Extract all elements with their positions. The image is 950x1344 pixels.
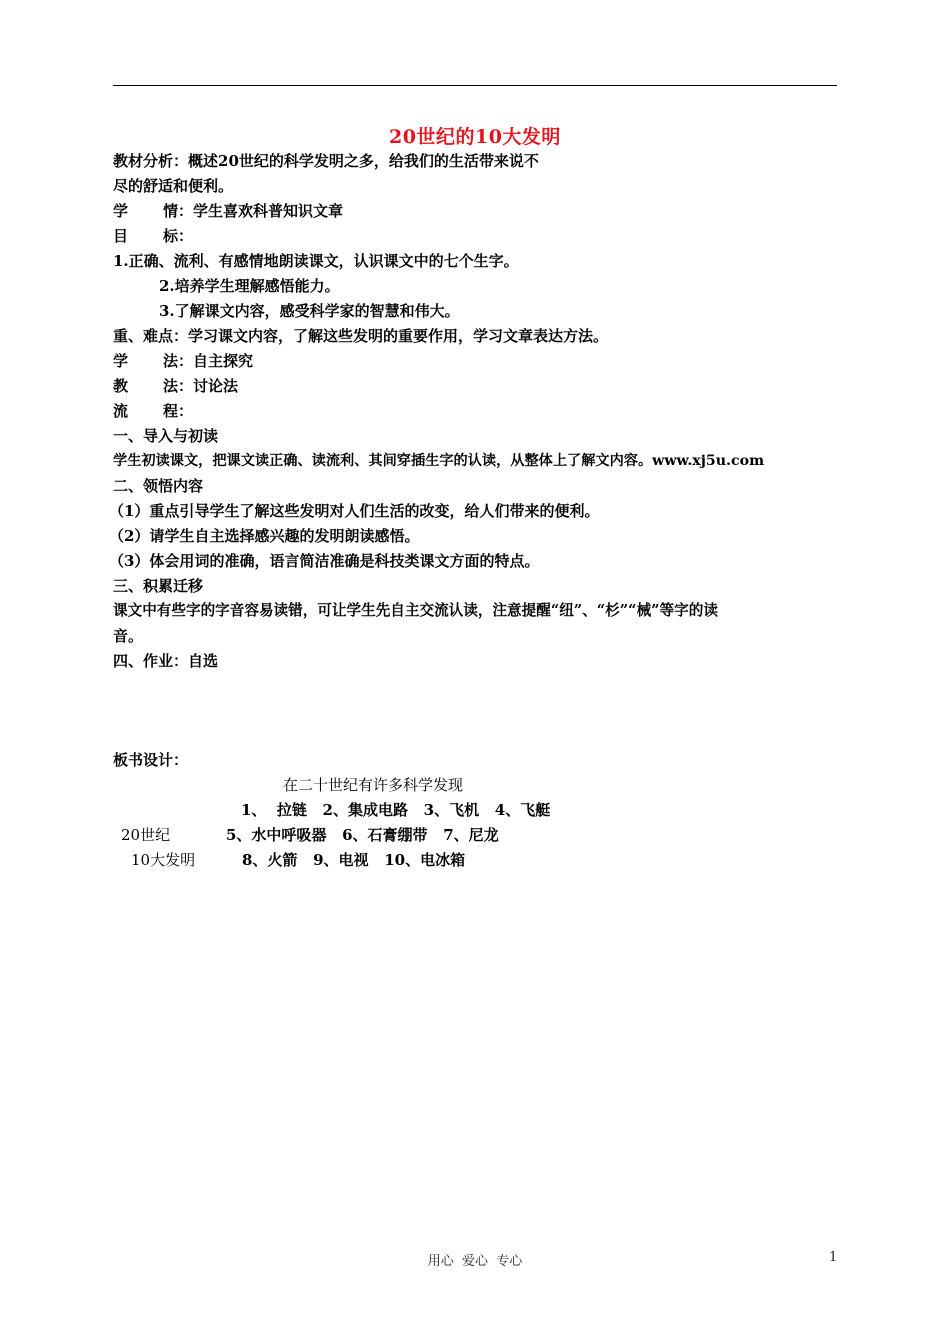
flow-label-b: 程： bbox=[163, 402, 194, 420]
student-text: 学生喜欢科普知识文章 bbox=[193, 202, 344, 220]
section1-heading: 一、导入与初读 bbox=[113, 427, 219, 445]
student-label-a: 学 bbox=[113, 202, 129, 220]
board-row-3: 8、火箭 9、电视 10、电冰箱 bbox=[242, 851, 466, 869]
board-left-2: 10大发明 bbox=[131, 851, 196, 869]
goal-item-1: 1.正确、流利、有感情地朗读课文，认识课文中的七个生字。 bbox=[113, 252, 519, 270]
section3-text-2: 音。 bbox=[113, 627, 144, 645]
goal-label-b: 标： bbox=[163, 227, 194, 245]
footer-text: 用心 爱心 专心 bbox=[427, 1254, 523, 1269]
keypoint-text: 学习课文内容，了解这些发明的重要作用，学习文章表达方法。 bbox=[188, 327, 609, 345]
board-label: 板书设计： bbox=[113, 751, 189, 769]
goal-item-3: 3.了解课文内容，感受科学家的智慧和伟大。 bbox=[159, 302, 460, 320]
keypoint-line bbox=[113, 326, 608, 346]
board-left-1: 20世纪 bbox=[121, 826, 171, 844]
section3-heading: 三、积累迁移 bbox=[113, 577, 204, 595]
board-center-title: 在二十世纪有许多科学发现 bbox=[283, 776, 464, 794]
section3-text-1: 课文中有些字的字音容易读错，可让学生先自主交流认读，注意提醒“纽”、“杉”“械”等字的读 bbox=[113, 602, 718, 619]
section1-text: 学生初读课文，把课文读正确、读流利、其间穿插生字的认读，从整体上了解文内容。www.xj5u.com bbox=[113, 453, 765, 469]
learn-line bbox=[113, 351, 253, 371]
section2-item-2: （2）请学生自主选择感兴趣的发明朗读感悟。 bbox=[109, 527, 420, 545]
page-number: 1 bbox=[829, 1250, 838, 1265]
student-label-b: 情： bbox=[163, 202, 194, 220]
section2-item-1: （1）重点引导学生了解这些发明对人们生活的改变，给人们带来的便利。 bbox=[109, 502, 600, 520]
intro-label: 教材分析： bbox=[113, 152, 189, 170]
section2-item-3: （3）体会用词的准确，语言简洁准确是科技类课文方面的特点。 bbox=[109, 552, 540, 570]
header-rule bbox=[113, 85, 837, 86]
goal-item-2: 2.培养学生理解感悟能力。 bbox=[159, 277, 340, 295]
goal-label-a: 目 bbox=[113, 227, 129, 245]
flow-line bbox=[113, 401, 193, 421]
intro-line-1 bbox=[113, 151, 539, 171]
flow-label-a: 流 bbox=[113, 402, 129, 420]
document-title: 20世纪的10大发明 bbox=[389, 126, 561, 148]
board-row-2: 5、水中呼吸器 6、石膏绷带 7、尼龙 bbox=[226, 826, 499, 844]
teach-label-b: 法： bbox=[163, 377, 194, 395]
learn-label-b: 法： bbox=[163, 352, 194, 370]
board-row-1: 1、 拉链 2、集成电路 3、飞机 4、飞艇 bbox=[241, 801, 551, 819]
intro-text-1: 概述20世纪的科学发明之多，给我们的生活带来说不 bbox=[188, 152, 539, 170]
goal-line bbox=[113, 226, 193, 246]
teach-text: 讨论法 bbox=[193, 377, 239, 395]
section2-heading: 二、领悟内容 bbox=[113, 477, 204, 495]
teach-line bbox=[113, 376, 238, 396]
intro-line-2: 尽的舒适和便利。 bbox=[113, 177, 234, 195]
learn-text: 自主探究 bbox=[193, 352, 254, 370]
teach-label-a: 教 bbox=[113, 377, 129, 395]
student-line bbox=[113, 201, 343, 221]
learn-label-a: 学 bbox=[113, 352, 129, 370]
section4-heading: 四、作业：自选 bbox=[113, 652, 219, 670]
keypoint-label: 重、难点： bbox=[113, 327, 189, 345]
